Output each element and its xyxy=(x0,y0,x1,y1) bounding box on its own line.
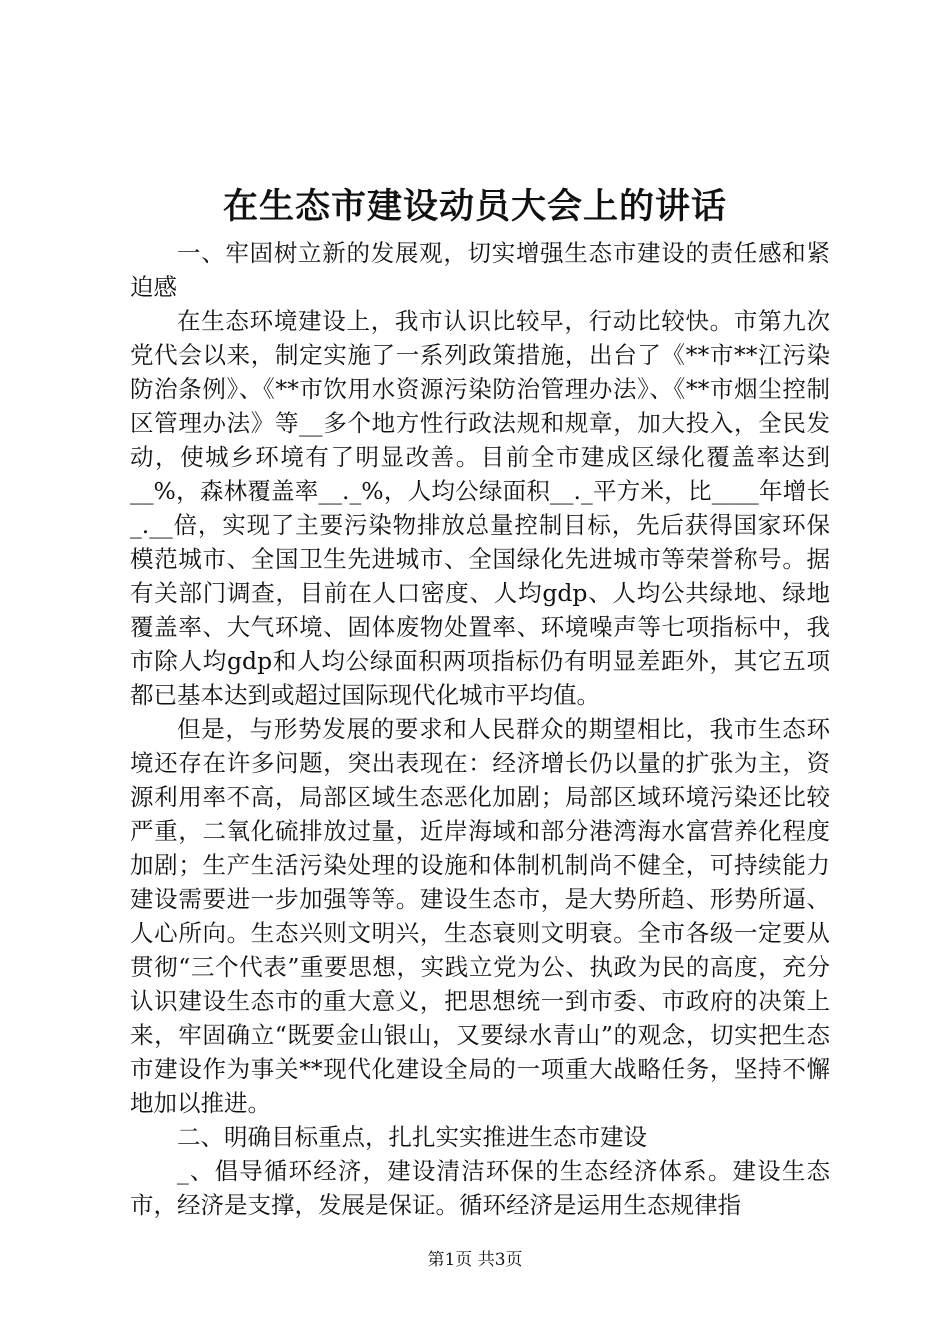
paragraph-section-2-heading: 二、明确目标重点，扎扎实实推进生态市建设 xyxy=(177,1123,647,1151)
paragraph: _、倡导循环经济，建设清洁环保的生态经济体系。建设生态市，经济是支撑，发展是保证。循环经济是运用生态规律指 xyxy=(130,1157,830,1219)
page-footer: 第1页 共3页 xyxy=(427,1250,523,1270)
paragraph: 在生态环境建设上，我市认识比较早，行动比较快。市第九次党代会以来，制定实施了一系列政策措施，出台了《**市**江污染防治条例》、《**市饮用水资源污染防治管理办法》、《**市烟尘控制区管理办法》等__多个地方性行政法规和规章，加大投入，全民发动，使城乡环境有了明显改善。目前全市建成区绿化覆盖率达到__%，森林覆盖率__._%，人均公绿面积__._平方米，比____年增长_.__倍，实现了主要污染物排放总量控制目标，先后获得国家环保模范城市、全国卫生先进城市、全国绿化先进城市等荣誉称号。据有关部门调查，目前在人口密度、人均gdp、人均公共绿地、绿地覆盖率、大气环境、固体废物处置率、环境噪声等七项指标中，我市除人均gdp和人均公绿面积两项指标仍有明显差距外，其它五项都已基本达到或超过国际现代化城市平均值。 xyxy=(130,307,830,709)
document-body xyxy=(130,236,830,1222)
document-title: 在生态市建设动员大会上的讲话 xyxy=(222,186,727,227)
paragraph: 但是，与形势发展的要求和人民群众的期望相比，我市生态环境还存在许多问题，突出表现在：经济增长仍以量的扩张为主，资源利用率不高，局部区域生态恶化加剧；局部区域环境污染还比较严重，二氧化硫排放过量，近岸海域和部分港湾海水富营养化程度加剧；生产生活污染处理的设施和体制机制尚不健全，可持续能力建设需要进一步加强等等。建设生态市，是大势所趋、形势所逼、人心所向。生态兴则文明兴，生态衰则文明衰。全市各级一定要从贯彻“三个代表”重要思想，实践立党为公、执政为民的高度，充分认识建设生态市的重大意义，把思想统一到市委、市政府的决策上来，牢固确立“既要金山银山，又要绿水青山”的观念，切实把生态市建设作为事关**现代化建设全局的一项重大战略任务，坚持不懈地加以推进。 xyxy=(130,715,830,1117)
paragraph-section-1-heading: 一、牢固树立新的发展观，切实增强生态市建设的责任感和紧迫感 xyxy=(130,239,830,301)
